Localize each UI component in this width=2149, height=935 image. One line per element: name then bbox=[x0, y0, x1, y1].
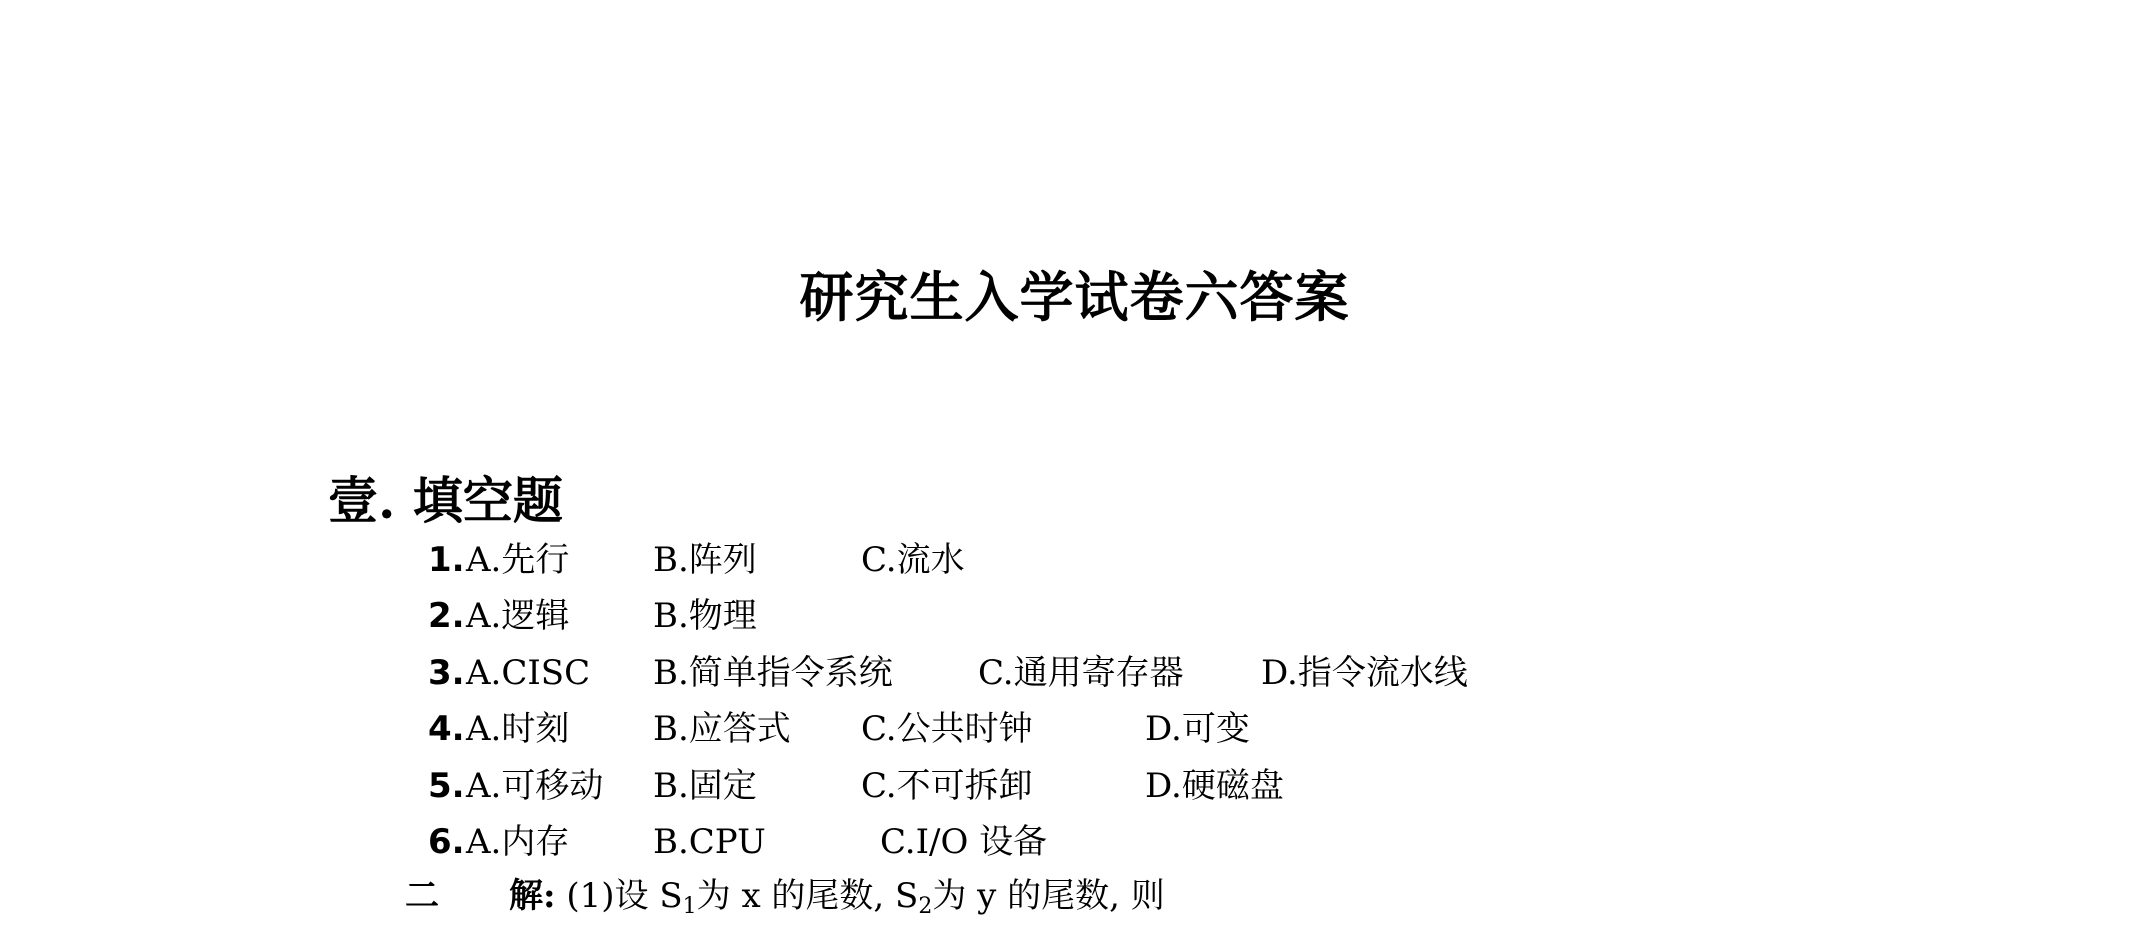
page-title: 研究生入学试卷六答案 bbox=[799, 265, 1350, 329]
subscript: 1 bbox=[682, 894, 697, 919]
subscript: 2 bbox=[918, 894, 933, 919]
solution-line bbox=[405, 868, 1165, 935]
answer-number: 2. bbox=[428, 596, 465, 637]
answer-number: 3. bbox=[428, 652, 465, 693]
answer-option: A.CISC bbox=[466, 652, 591, 693]
section-heading-fill-in: 壹. 填空题 bbox=[328, 471, 563, 530]
answer-option: C.流水 bbox=[861, 540, 965, 580]
solution-text bbox=[566, 876, 1165, 919]
answer-option: A.逻辑 bbox=[466, 596, 570, 637]
solution-text-part: 为 x 的尾数, S bbox=[696, 876, 919, 916]
answer-option: D.指令流水线 bbox=[1261, 652, 1468, 693]
answer-number: 6. bbox=[428, 821, 465, 862]
answer-option: A.时刻 bbox=[466, 709, 570, 750]
answer-row-3 bbox=[428, 645, 2028, 701]
answer-option: B.CPU bbox=[653, 821, 766, 862]
answer-option: B.阵列 bbox=[653, 540, 757, 580]
answer-option: D.硬磁盘 bbox=[1145, 765, 1284, 806]
answer-row-5 bbox=[428, 758, 2028, 814]
answer-option: B.固定 bbox=[653, 765, 757, 806]
solution-label: 解: bbox=[509, 876, 556, 916]
answer-row-4 bbox=[428, 701, 2028, 757]
answer-option: C.不可拆卸 bbox=[861, 765, 1033, 806]
answer-option: C.通用寄存器 bbox=[978, 652, 1184, 693]
answer-number: 4. bbox=[428, 709, 465, 750]
answer-row-1 bbox=[428, 532, 2028, 588]
answer-option: B.物理 bbox=[653, 596, 757, 637]
solution-text-part: (1)设 S bbox=[566, 876, 683, 916]
solution-text-part: 为 y 的尾数, 则 bbox=[932, 876, 1165, 916]
answer-number: 1. bbox=[428, 540, 465, 580]
answer-option: B.应答式 bbox=[653, 709, 791, 750]
answer-list bbox=[428, 532, 2028, 870]
answer-option: A.先行 bbox=[466, 540, 570, 580]
answer-option: D.可变 bbox=[1145, 709, 1250, 750]
answer-option: A.可移动 bbox=[466, 765, 604, 806]
answer-option: C.I/O 设备 bbox=[880, 821, 1048, 862]
section-number: 二 bbox=[405, 876, 439, 916]
answer-option: A.内存 bbox=[466, 821, 570, 862]
answer-row-6 bbox=[428, 814, 2028, 870]
answer-number: 5. bbox=[428, 765, 465, 806]
answer-option: B.简单指令系统 bbox=[653, 652, 893, 693]
answer-option: C.公共时钟 bbox=[861, 709, 1033, 750]
answer-row-2 bbox=[428, 588, 2028, 644]
